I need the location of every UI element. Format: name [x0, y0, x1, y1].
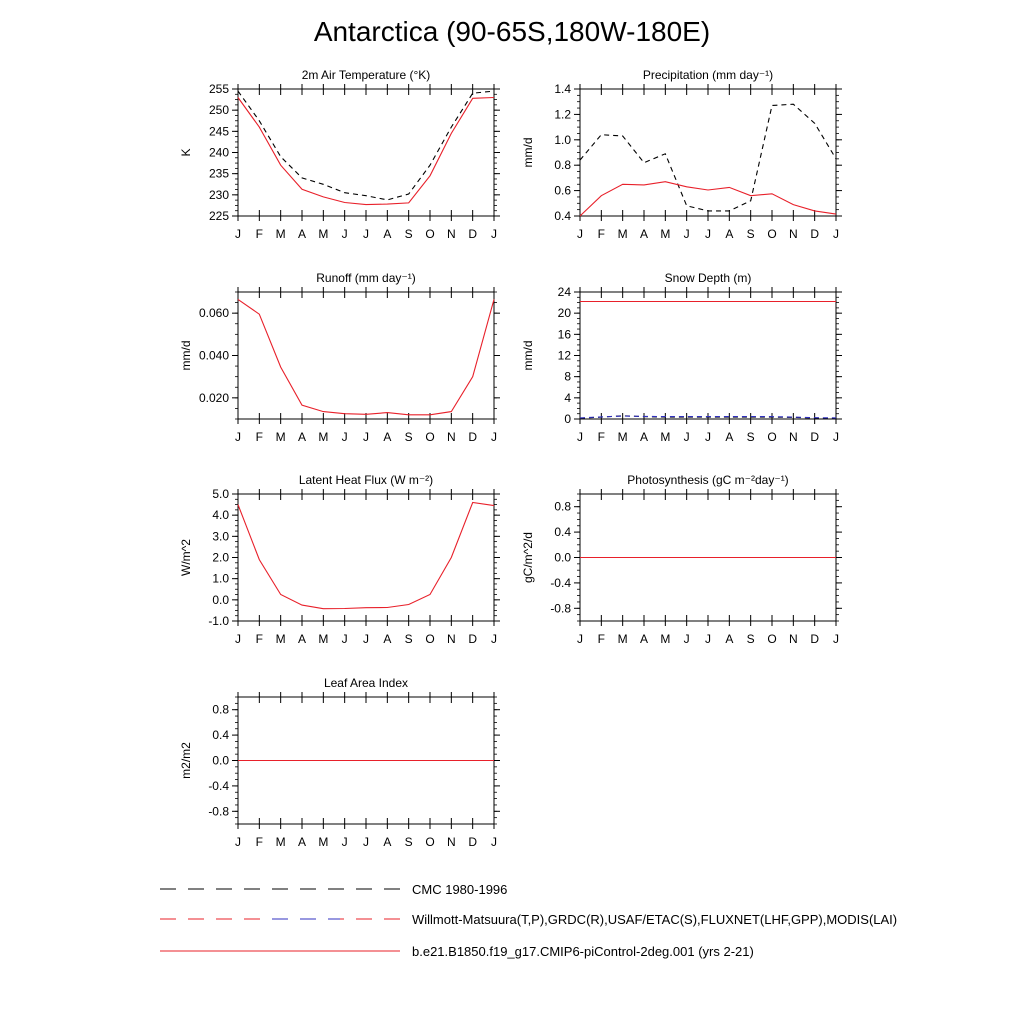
x-tick-label: J: [235, 835, 241, 849]
x-tick-label: M: [617, 632, 628, 646]
series-line-1: [238, 299, 494, 414]
y-tick-label: -0.4: [208, 778, 229, 793]
x-tick-label: J: [363, 632, 369, 646]
x-tick-label: J: [341, 227, 348, 241]
legend-label: Willmott-Matsuura(T,P),GRDC(R),USAF/ETAC(S),FLUXNET(LHF,GPP),MODIS(LAI): [412, 912, 898, 927]
y-tick-label: 0.0: [212, 753, 229, 768]
legend-label: b.e21.B1850.f19_g17.CMIP6-piControl-2deg.001 (yrs 2-21): [412, 944, 754, 959]
panel-title: Photosynthesis (gC m⁻²day⁻¹): [627, 473, 789, 487]
x-tick-label: M: [275, 632, 286, 646]
y-tick-label: 0.020: [198, 390, 229, 405]
x-tick-label: M: [660, 227, 671, 241]
x-tick-label: A: [297, 835, 307, 849]
x-tick-label: A: [639, 227, 649, 241]
x-tick-label: J: [833, 430, 839, 444]
x-tick-label: F: [597, 430, 606, 444]
x-tick-label: M: [318, 835, 329, 849]
y-tick-label: 1.4: [554, 82, 571, 96]
y-tick-label: 8: [564, 369, 571, 384]
y-axis-label: mm/d: [521, 137, 535, 168]
x-tick-label: D: [810, 430, 820, 444]
panel-title: Leaf Area Index: [323, 676, 409, 690]
x-tick-label: J: [683, 227, 690, 241]
x-tick-label: M: [617, 430, 628, 444]
plot-frame: [580, 292, 836, 419]
y-tick-label: -0.8: [208, 804, 229, 819]
x-tick-label: D: [810, 632, 820, 646]
x-tick-label: A: [383, 227, 392, 241]
y-tick-label: 0.4: [554, 209, 571, 223]
y-tick-label: 240: [208, 145, 229, 160]
y-tick-label: 225: [208, 209, 229, 223]
panel-title: Runoff (mm day⁻¹): [316, 271, 416, 285]
series-line-1: [238, 503, 494, 609]
y-tick-label: 0.4: [554, 525, 571, 540]
x-tick-label: O: [767, 632, 777, 646]
y-tick-label: 230: [208, 187, 229, 202]
y-tick-label: 0.0: [212, 592, 229, 607]
x-tick-label: N: [788, 227, 798, 241]
x-tick-label: A: [383, 835, 392, 849]
legend: [160, 882, 897, 959]
panel-1: [179, 68, 500, 241]
x-tick-label: J: [683, 430, 690, 444]
y-tick-label: 20: [557, 306, 571, 321]
x-tick-label: F: [255, 430, 264, 444]
x-tick-label: O: [425, 430, 435, 444]
y-axis-label: W/m^2: [179, 539, 193, 576]
x-tick-label: A: [383, 632, 392, 646]
series-line-2: [238, 98, 494, 205]
x-tick-label: J: [833, 227, 839, 241]
x-tick-label: N: [446, 632, 456, 646]
x-tick-label: M: [660, 632, 671, 646]
x-tick-label: M: [275, 835, 286, 849]
y-tick-label: 0.0: [554, 550, 571, 565]
x-tick-label: M: [617, 227, 628, 241]
y-tick-label: 24: [557, 285, 571, 299]
series-line-1: [580, 104, 836, 211]
x-tick-label: N: [446, 227, 456, 241]
x-tick-label: J: [235, 227, 241, 241]
x-tick-label: M: [275, 227, 286, 241]
y-tick-label: 0.8: [554, 499, 571, 514]
x-tick-label: M: [318, 430, 329, 444]
y-tick-label: 0.060: [198, 306, 229, 321]
x-tick-label: M: [318, 227, 329, 241]
y-tick-label: 5.0: [212, 487, 229, 501]
x-tick-label: O: [767, 430, 777, 444]
y-tick-label: 250: [208, 103, 229, 118]
x-tick-label: S: [746, 227, 755, 241]
x-tick-label: M: [660, 430, 671, 444]
y-axis-label: gC/m^2/d: [521, 532, 535, 583]
x-tick-label: S: [404, 835, 413, 849]
x-tick-label: N: [446, 430, 456, 444]
legend-label: CMC 1980-1996: [412, 882, 508, 897]
x-tick-label: J: [705, 430, 711, 444]
x-tick-label: O: [425, 835, 435, 849]
x-tick-label: N: [788, 430, 798, 444]
x-tick-label: M: [318, 632, 329, 646]
x-tick-label: A: [383, 430, 392, 444]
y-tick-label: 245: [208, 124, 229, 139]
x-tick-label: N: [788, 632, 798, 646]
y-tick-label: 0.4: [212, 728, 229, 743]
figure-title: Antarctica (90-65S,180W-180E): [313, 16, 711, 47]
panel-6: [521, 473, 842, 646]
x-tick-label: J: [235, 632, 241, 646]
y-axis-label: K: [179, 148, 193, 157]
y-tick-label: 0.8: [212, 702, 229, 717]
panel-title: 2m Air Temperature (°K): [301, 68, 431, 82]
x-tick-label: J: [491, 430, 497, 444]
x-tick-label: S: [404, 227, 413, 241]
y-tick-label: 16: [557, 327, 571, 342]
x-tick-label: J: [491, 227, 497, 241]
x-tick-label: A: [639, 430, 649, 444]
y-tick-label: -0.4: [550, 575, 571, 590]
y-tick-label: 3.0: [212, 529, 229, 544]
x-tick-label: D: [468, 430, 478, 444]
x-tick-label: D: [468, 835, 478, 849]
x-tick-label: A: [725, 632, 734, 646]
x-tick-label: D: [468, 227, 478, 241]
x-tick-label: J: [341, 632, 348, 646]
x-tick-label: J: [235, 430, 241, 444]
y-tick-label: 0: [564, 412, 571, 426]
x-tick-label: J: [577, 227, 583, 241]
x-tick-label: S: [404, 430, 413, 444]
x-tick-label: A: [725, 430, 734, 444]
panel-4: [521, 271, 842, 444]
x-tick-label: F: [255, 227, 264, 241]
y-axis-label: mm/d: [179, 340, 193, 371]
panel-3: [179, 271, 500, 444]
x-tick-label: A: [297, 430, 307, 444]
y-tick-label: 4.0: [212, 508, 229, 523]
y-tick-label: -1.0: [208, 614, 229, 628]
x-tick-label: M: [275, 430, 286, 444]
x-tick-label: J: [577, 632, 583, 646]
x-tick-label: A: [725, 227, 734, 241]
panel-title: Latent Heat Flux (W m⁻²): [298, 473, 434, 487]
x-tick-label: F: [597, 632, 606, 646]
x-tick-label: J: [705, 227, 711, 241]
y-tick-label: 0.040: [198, 348, 229, 363]
y-tick-label: 235: [208, 166, 229, 181]
y-tick-label: 1.0: [554, 132, 571, 147]
x-tick-label: J: [363, 227, 369, 241]
x-tick-label: D: [468, 632, 478, 646]
x-tick-label: J: [577, 430, 583, 444]
panel-title: Precipitation (mm day⁻¹): [642, 68, 774, 82]
y-tick-label: 1.0: [212, 571, 229, 586]
x-tick-label: O: [425, 227, 435, 241]
x-tick-label: J: [363, 430, 369, 444]
x-tick-label: A: [639, 632, 649, 646]
x-tick-label: S: [404, 632, 413, 646]
x-tick-label: A: [297, 632, 307, 646]
y-tick-label: 0.8: [554, 158, 571, 173]
y-tick-label: 0.6: [554, 183, 571, 198]
x-tick-label: A: [297, 227, 307, 241]
y-tick-label: 12: [557, 348, 571, 363]
x-tick-label: S: [746, 632, 755, 646]
x-tick-label: J: [341, 430, 348, 444]
x-tick-label: O: [425, 632, 435, 646]
x-tick-label: J: [491, 835, 497, 849]
y-tick-label: 255: [208, 82, 229, 96]
x-tick-label: J: [833, 632, 839, 646]
plot-frame: [238, 89, 494, 216]
x-tick-label: D: [810, 227, 820, 241]
x-tick-label: N: [446, 835, 456, 849]
plot-frame: [238, 494, 494, 621]
x-tick-label: S: [746, 430, 755, 444]
y-tick-label: 4: [564, 390, 571, 405]
x-tick-label: F: [597, 227, 606, 241]
x-tick-label: F: [255, 632, 264, 646]
series-line-1: [238, 91, 494, 200]
x-tick-label: F: [255, 835, 264, 849]
x-tick-label: J: [491, 632, 497, 646]
x-tick-label: J: [705, 632, 711, 646]
y-axis-label: mm/d: [521, 340, 535, 371]
panel-2: [521, 68, 842, 241]
y-tick-label: 1.2: [554, 107, 571, 122]
plot-frame: [580, 89, 836, 216]
panel-5: [179, 473, 500, 646]
panel-7: [179, 676, 500, 849]
x-tick-label: J: [683, 632, 690, 646]
y-tick-label: 2.0: [212, 550, 229, 565]
panel-title: Snow Depth (m): [664, 271, 752, 285]
x-tick-label: O: [767, 227, 777, 241]
y-axis-label: m2/m2: [179, 742, 193, 779]
x-tick-label: J: [363, 835, 369, 849]
x-tick-label: J: [341, 835, 348, 849]
y-tick-label: -0.8: [550, 601, 571, 616]
